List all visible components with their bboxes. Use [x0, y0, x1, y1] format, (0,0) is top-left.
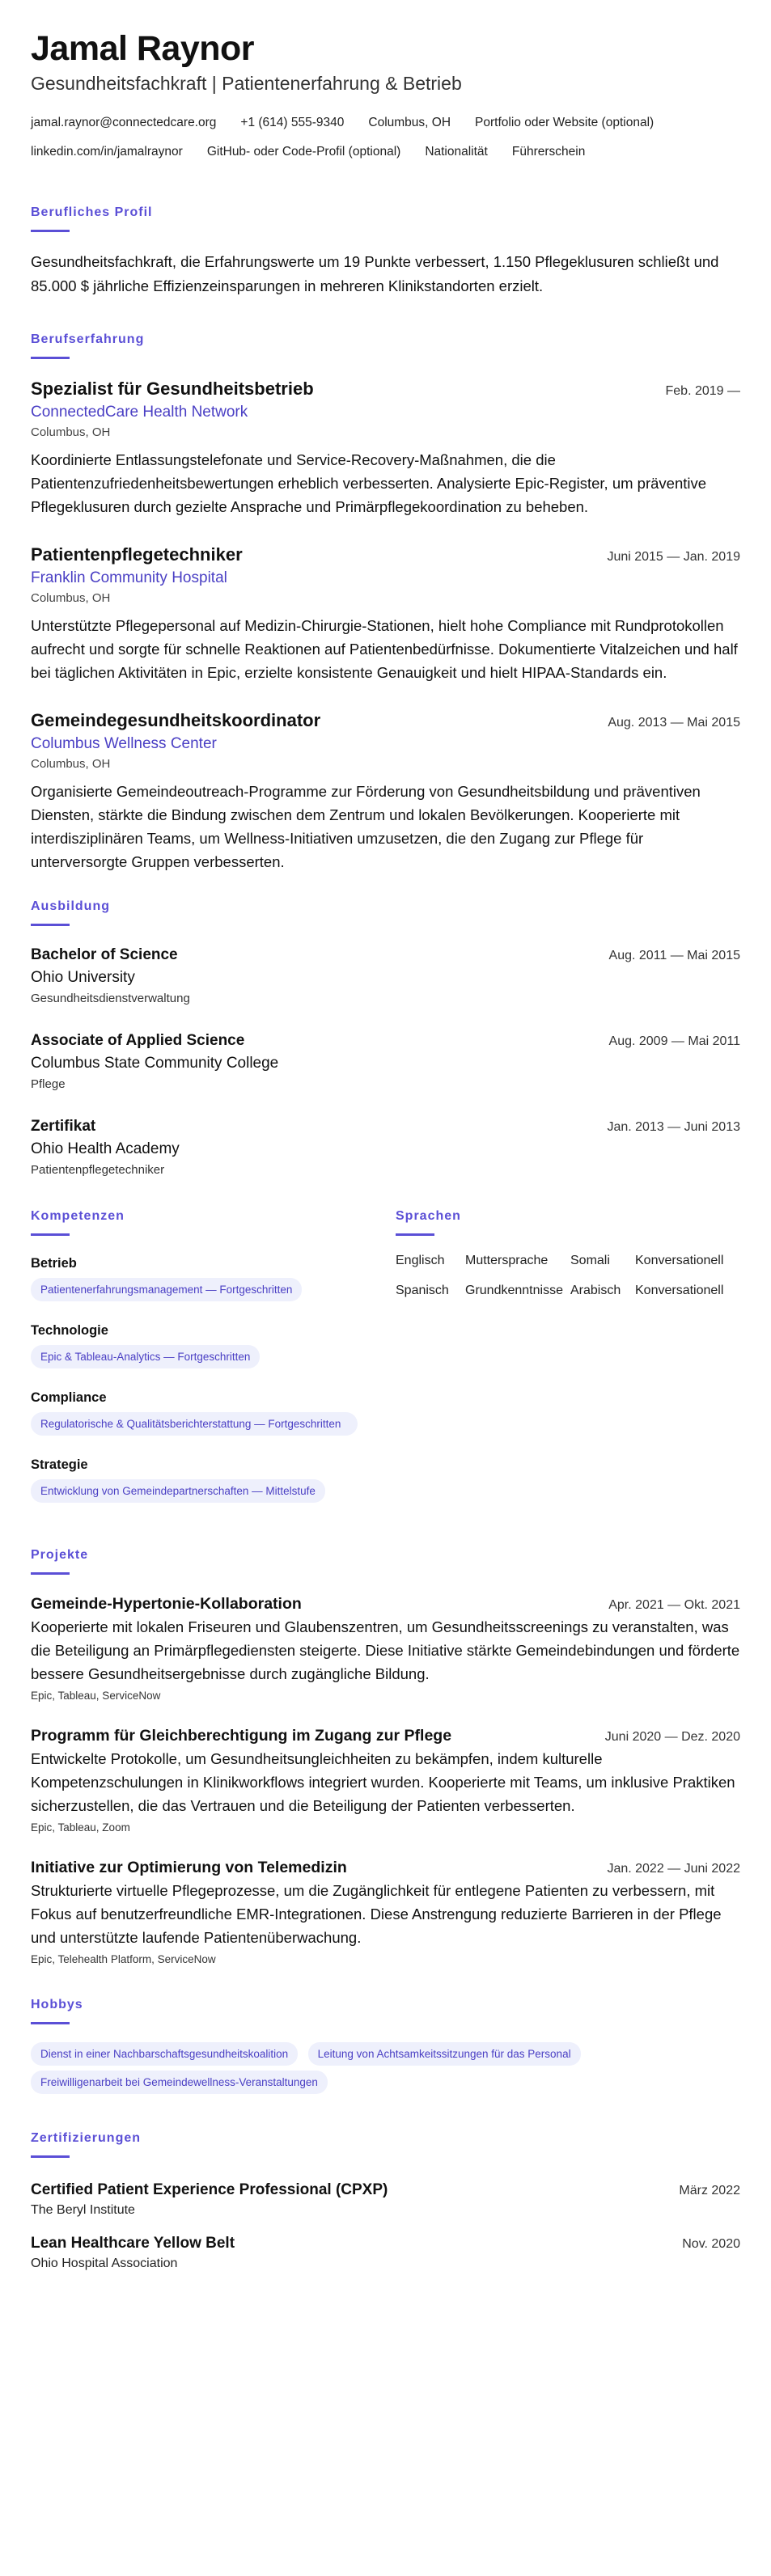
- candidate-headline: Gesundheitsfachkraft | Patientenerfahrung & Betrieb: [31, 73, 462, 94]
- project-tech: Epic, Telehealth Platform, ServiceNow: [31, 1953, 216, 1965]
- job-date: Feb. 2019 —: [665, 384, 740, 398]
- cert-title: Lean Healthcare Yellow Belt: [31, 2235, 235, 2252]
- experience-section: [31, 331, 740, 873]
- skills-section: [31, 1208, 391, 1522]
- project-date: Jan. 2022 — Juni 2022: [607, 1862, 740, 1876]
- languages-section: [391, 1208, 740, 1522]
- skill-category: Technologie: [31, 1323, 108, 1338]
- certifications-section: [31, 2130, 740, 2273]
- job-location: Columbus, OH: [31, 425, 111, 439]
- edu-field: Gesundheitsdienstverwaltung: [31, 992, 190, 1005]
- project-entry: [31, 1593, 740, 1705]
- hobby-chip: Dienst in einer Nachbarschaftsgesundheitskoalition: [31, 2042, 298, 2066]
- skill-category: Strategie: [31, 1457, 88, 1472]
- projects-section: [31, 1546, 740, 1969]
- job-date: Aug. 2013 — Mai 2015: [608, 716, 740, 730]
- edu-school: Ohio University: [31, 969, 135, 986]
- job-description: Unterstützte Pflegepersonal auf Medizin-Chirurgie-Stationen, hielt hohe Compliance mit Rundprotokollen aufrecht und sorgte für schnelle Reaktionen auf Patientenbedürfnisse. Dokumentierte Vitalzeichen und half bei täglichen Aktivitäten in Epic, erzielte konsistente Genauigkeit und hielt HIPAA-Standards ein.: [31, 617, 738, 681]
- section-title: Zertifizierungen: [31, 2131, 142, 2145]
- certification-entry: [31, 2232, 740, 2273]
- contact-portfolio[interactable]: Portfolio oder Website (optional): [475, 116, 655, 129]
- section-divider: [31, 2022, 70, 2024]
- contact-nationality: Nationalität: [425, 145, 488, 159]
- job-description: Koordinierte Entlassungstelefonate und Service-Recovery-Maßnahmen, die die Patientenzufriedenheitsbewertungen erheblich verbesserten. Analysierte Epic-Register, um präventive Pflegeklusuren durch gezielte Ansprache und Primärpflegekoordination zu beheben.: [31, 451, 707, 515]
- contact-linkedin[interactable]: linkedin.com/in/jamalraynor: [31, 145, 183, 159]
- section-divider: [31, 357, 70, 359]
- language-level: Konversationell: [635, 1254, 724, 1267]
- project-entry: [31, 1856, 740, 1969]
- skill-group: [31, 1321, 391, 1373]
- edu-date: Jan. 2013 — Juni 2013: [607, 1120, 740, 1134]
- section-title: Projekte: [31, 1548, 89, 1562]
- language-row: [396, 1275, 740, 1305]
- project-description: Strukturierte virtuelle Pflegeprozesse, um die Zugänglichkeit für entlegene Patienten zu verbessern, mit Fokus auf benutzerfreundliche EMR-Integrationen. Diese Anstrengung reduzierte Barrieren in der Pflege und unterstützte laufende Patientenüberwachung.: [31, 1882, 722, 1946]
- contact-location: Columbus, OH: [368, 116, 451, 129]
- section-divider: [31, 2155, 70, 2158]
- contact-info: [31, 108, 740, 167]
- language-row: [396, 1246, 740, 1275]
- section-divider: [31, 1572, 70, 1575]
- edu-date: Aug. 2011 — Mai 2015: [608, 949, 740, 962]
- language-name: Spanisch: [396, 1284, 449, 1297]
- job-date: Juni 2015 — Jan. 2019: [607, 550, 740, 564]
- skill-group: [31, 1455, 391, 1508]
- skill-group: [31, 1388, 391, 1440]
- certification-entry: [31, 2179, 740, 2219]
- cert-title: Certified Patient Experience Professional (CPXP): [31, 2181, 388, 2198]
- edu-date: Aug. 2009 — Mai 2011: [608, 1034, 740, 1048]
- job-company: ConnectedCare Health Network: [31, 404, 248, 421]
- hobby-chip: Leitung von Achtsamkeitssitzungen für das Personal: [308, 2042, 581, 2066]
- project-title: Gemeinde-Hypertonie-Kollaboration: [31, 1595, 302, 1613]
- skill-chip: Regulatorische & Qualitätsberichterstattung — Fortgeschritten: [31, 1412, 358, 1436]
- cert-date: März 2022: [679, 2184, 740, 2197]
- project-entry: [31, 1724, 740, 1837]
- project-description: Kooperierte mit lokalen Friseuren und Glaubenszentren, um Gesundheitsscreenings zu veranstalten, was die Beteiligung an Primärpflegediensten steigerte. Diese Initiative stärkte Gemeindebindungen und förderte bessere Gesundheitsergebnisse durch zugängliche Bildung.: [31, 1618, 740, 1682]
- job-title: Patientenpflegetechniker: [31, 544, 243, 565]
- profile-summary: Gesundheitsfachkraft, die Erfahrungswerte um 19 Punkte verbessert, 1.150 Pflegeklusuren schließt und 85.000 $ jährliche Effizienzeinsparungen in mehreren Klinikstandorten erzielt.: [31, 253, 719, 294]
- education-section: [31, 898, 740, 1180]
- edu-degree: Associate of Applied Science: [31, 1032, 245, 1049]
- job-company: Columbus Wellness Center: [31, 735, 217, 752]
- job-description: Organisierte Gemeindeoutreach-Programme zur Förderung von Gesundheitsbildung und präventiven Diensten, stärkte die Bindung zwischen dem Zentrum und lokalen Bevölkerungen. Kooperierte mit interdisziplinären Teams, um Wellness-Initiativen umzusetzen, die den Zugang zur Pflege für unterversorgte Gruppen verbesserten.: [31, 783, 701, 870]
- project-title: Initiative zur Optimierung von Telemedizin: [31, 1859, 347, 1876]
- project-tech: Epic, Tableau, Zoom: [31, 1821, 130, 1834]
- job-location: Columbus, OH: [31, 591, 111, 605]
- job-entry: [31, 543, 740, 684]
- language-level: Grundkenntnisse: [465, 1284, 563, 1297]
- language-name: Somali: [570, 1254, 610, 1267]
- section-title: Berufserfahrung: [31, 332, 145, 346]
- education-entry: [31, 1115, 740, 1180]
- skill-group: [31, 1254, 391, 1306]
- project-date: Juni 2020 — Dez. 2020: [604, 1730, 740, 1744]
- edu-school: Ohio Health Academy: [31, 1140, 180, 1157]
- job-title: Gemeindegesundheitskoordinator: [31, 710, 321, 730]
- project-date: Apr. 2021 — Okt. 2021: [608, 1598, 740, 1612]
- section-title: Berufliches Profil: [31, 205, 153, 219]
- section-title: Sprachen: [396, 1209, 461, 1223]
- skill-category: Compliance: [31, 1390, 107, 1405]
- contact-phone[interactable]: +1 (614) 555-9340: [240, 116, 345, 129]
- job-entry: [31, 709, 740, 873]
- project-description: Entwickelte Protokolle, um Gesundheitsungleichheiten zu bekämpfen, indem kulturelle Kompetenzschulungen in Klinikworkflows integriert wurden. Kooperierte mit Teams, um inklusive Praktiken sicherzustellen, die das Vertrauen und die Beteiligung der Patienten verbesserten.: [31, 1750, 735, 1814]
- edu-field: Pflege: [31, 1077, 66, 1091]
- section-title: Ausbildung: [31, 899, 110, 913]
- section-title: Kompetenzen: [31, 1209, 125, 1223]
- project-tech: Epic, Tableau, ServiceNow: [31, 1690, 161, 1702]
- job-company: Franklin Community Hospital: [31, 569, 227, 586]
- education-entry: [31, 1030, 740, 1094]
- section-divider: [31, 1233, 70, 1236]
- skill-chip: Epic & Tableau-Analytics — Fortgeschritten: [31, 1345, 260, 1368]
- hobby-list: [31, 2042, 740, 2099]
- contact-github[interactable]: GitHub- oder Code-Profil (optional): [206, 145, 401, 159]
- language-name: Englisch: [396, 1254, 445, 1267]
- language-level: Konversationell: [635, 1284, 724, 1297]
- skill-chip: Entwicklung von Gemeindepartnerschaften — Mittelstufe: [31, 1479, 325, 1503]
- section-title: Hobbys: [31, 1998, 83, 2011]
- resume-header: [31, 27, 740, 167]
- cert-date: Nov. 2020: [682, 2237, 740, 2251]
- hobbies-section: [31, 1996, 740, 2099]
- edu-degree: Zertifikat: [31, 1118, 96, 1135]
- education-entry: [31, 944, 740, 1009]
- cert-issuer: Ohio Hospital Association: [31, 2257, 178, 2270]
- project-title: Programm für Gleichberechtigung im Zugang zur Pflege: [31, 1727, 452, 1745]
- skills-languages-row: [31, 1208, 740, 1522]
- contact-email[interactable]: jamal.raynor@connectedcare.org: [31, 116, 217, 129]
- section-divider: [31, 230, 70, 232]
- skill-category: Betrieb: [31, 1256, 77, 1271]
- edu-field: Patientenpflegetechniker: [31, 1163, 165, 1177]
- language-level: Muttersprache: [465, 1254, 549, 1267]
- section-divider: [31, 924, 70, 926]
- candidate-name: Jamal Raynor: [31, 29, 255, 68]
- cert-issuer: The Beryl Institute: [31, 2203, 135, 2217]
- hobby-chip: Freiwilligenarbeit bei Gemeindewellness-Veranstaltungen: [31, 2071, 328, 2094]
- job-title: Spezialist für Gesundheitsbetrieb: [31, 379, 314, 399]
- edu-degree: Bachelor of Science: [31, 946, 178, 963]
- edu-school: Columbus State Community College: [31, 1055, 279, 1072]
- job-location: Columbus, OH: [31, 757, 111, 771]
- profile-section: [31, 204, 740, 298]
- skill-chip: Patientenerfahrungsmanagement — Fortgeschritten: [31, 1278, 302, 1301]
- job-entry: [31, 377, 740, 518]
- section-divider: [396, 1233, 434, 1236]
- contact-license: Führerschein: [511, 145, 586, 159]
- language-name: Arabisch: [570, 1284, 621, 1297]
